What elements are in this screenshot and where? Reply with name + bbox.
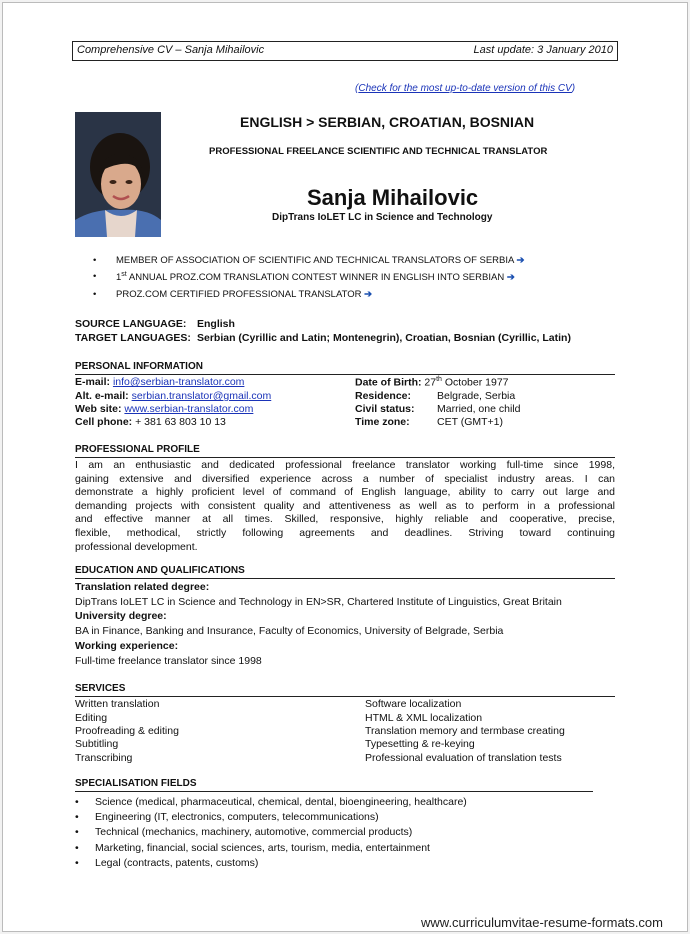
edu-experience-label: Working experience: xyxy=(75,640,179,652)
field-item: • Marketing, financial, social sciences, arts, tourism, media, entertainment xyxy=(75,842,430,854)
service-item: Editing xyxy=(75,712,108,724)
website-row: Web site: www.serbian-translator.com xyxy=(75,403,254,415)
divider xyxy=(75,374,615,375)
profile-paragraph: I am an enthusiastic and dedicated professional freelance translator working full-time since 1998, gaining extensive and diversified experience across a number of specialist industry areas. I can demonstrate a highly proficient level of command of English language, ability to carry out large and demanding projects with consistent quality and attentiveness as well as to perform in a professional and effective manner at all times. Skilled, responsive, highly reliable and cooperative, precise, flexible, methodical, strictly following agreements and deadlines. Striving toward continuing professional development. xyxy=(75,459,615,553)
edu-university-label: University degree: xyxy=(75,610,167,622)
header-right: Last update: 3 January 2010 xyxy=(473,44,613,56)
divider xyxy=(75,578,615,579)
header-box xyxy=(72,41,618,61)
phone-row: Cell phone: + 381 63 803 10 13 xyxy=(75,416,226,428)
field-item: • Engineering (IT, electronics, computers, telecommunications) xyxy=(75,811,379,823)
service-item: Typesetting & re-keying xyxy=(365,738,475,750)
bullet-icon: • xyxy=(93,255,97,266)
email-link[interactable]: info@serbian-translator.com xyxy=(112,376,245,388)
section-heading-profile: PROFESSIONAL PROFILE xyxy=(75,444,200,455)
service-item: Professional evaluation of translation tests xyxy=(365,752,562,764)
civil-status-row: Civil status: xyxy=(355,403,415,415)
residence-value: Belgrade, Serbia xyxy=(437,390,516,402)
divider xyxy=(75,696,615,697)
service-item: Proofreading & editing xyxy=(75,725,179,737)
highlight-item: • PROZ.COM CERTIFIED PROFESSIONAL TRANSLATOR ➔ xyxy=(93,289,373,300)
service-item: Written translation xyxy=(75,698,160,710)
candidate-name: Sanja Mihailovic xyxy=(307,185,479,210)
bullet-icon: • xyxy=(93,289,97,300)
divider xyxy=(75,457,615,458)
dob-row: Date of Birth: 27th October 1977 xyxy=(355,376,509,389)
edu-experience-value: Full-time freelance translator since 1998 xyxy=(75,655,262,667)
portrait-image xyxy=(75,112,161,237)
arrow-right-icon[interactable]: ➔ xyxy=(506,272,515,284)
field-item: • Technical (mechanics, machinery, automotive, commercial products) xyxy=(75,826,413,838)
bullet-icon: • xyxy=(75,842,79,854)
source-language-label: SOURCE LANGUAGE: xyxy=(75,318,187,330)
service-item: Translation memory and termbase creating xyxy=(365,725,565,737)
title-languages: ENGLISH > SERBIAN, CROATIAN, BOSNIAN xyxy=(240,114,535,130)
edu-university-value: BA in Finance, Banking and Insurance, Faculty of Economics, University of Belgrade, Serbia xyxy=(75,625,504,637)
section-heading-services: SERVICES xyxy=(75,683,126,694)
alt-email-row: Alt. e-mail: serbian.translator@gmail.com xyxy=(75,390,272,402)
bullet-icon: • xyxy=(75,857,79,869)
edu-translation-label: Translation related degree: xyxy=(75,581,210,593)
check-latest-text[interactable]: Check for the most up-to-date version of this CV xyxy=(358,83,572,94)
header-left: Comprehensive CV – Sanja Mihailovic xyxy=(77,44,265,56)
qualification-subtitle: DipTrans IoLET LC in Science and Technology xyxy=(272,212,493,223)
time-zone-row: Time zone: xyxy=(355,416,410,428)
section-heading-education: EDUCATION AND QUALIFICATIONS xyxy=(75,565,245,576)
email-row: E-mail: info@serbian-translator.com xyxy=(75,376,245,388)
section-heading-fields: SPECIALISATION FIELDS xyxy=(75,778,197,789)
divider xyxy=(75,791,593,792)
title-role: PROFESSIONAL FREELANCE SCIENTIFIC AND TECHNICAL TRANSLATOR xyxy=(209,146,548,157)
field-item: • Legal (contracts, patents, customs) xyxy=(75,857,259,869)
field-item: • Science (medical, pharmaceutical, chemical, dental, bioengineering, healthcare) xyxy=(75,796,467,808)
civil-status-value: Married, one child xyxy=(437,403,521,415)
bullet-icon: • xyxy=(93,271,97,282)
check-latest-link[interactable]: (Check for the most up-to-date version of this CV) xyxy=(355,83,576,94)
profile-photo xyxy=(75,112,161,237)
service-item: Subtitling xyxy=(75,738,119,750)
highlight-item: • 1st ANNUAL PROZ.COM TRANSLATION CONTEST WINNER IN ENGLISH INTO SERBIAN ➔ xyxy=(93,271,515,284)
time-zone-value: CET (GMT+1) xyxy=(437,416,504,428)
section-heading-personal: PERSONAL INFORMATION xyxy=(75,361,203,372)
bullet-icon: • xyxy=(75,826,79,838)
source-language-value: English xyxy=(197,318,235,330)
highlight-item: • MEMBER OF ASSOCIATION OF SCIENTIFIC AND TECHNICAL TRANSLATORS OF SERBIA ➔ xyxy=(93,255,525,266)
arrow-right-icon[interactable]: ➔ xyxy=(364,289,373,300)
alt-email-link[interactable]: serbian.translator@gmail.com xyxy=(131,390,272,402)
edu-translation-value: DipTrans IoLET LC in Science and Technology in EN>SR, Chartered Institute of Linguistics, Great Britain xyxy=(75,596,562,608)
target-languages-value: Serbian (Cyrillic and Latin; Montenegrin), Croatian, Bosnian (Cyrillic, Latin) xyxy=(197,332,571,344)
bullet-icon: • xyxy=(75,811,79,823)
residence-row: Residence: xyxy=(355,390,412,402)
footer-watermark: www.curriculumvitae-resume-formats.com xyxy=(421,915,663,930)
target-languages-label: TARGET LANGUAGES: xyxy=(75,332,191,344)
service-item: Software localization xyxy=(365,698,462,710)
service-item: HTML & XML localization xyxy=(365,712,483,724)
service-item: Transcribing xyxy=(75,752,133,764)
bullet-icon: • xyxy=(75,796,79,808)
arrow-right-icon[interactable]: ➔ xyxy=(516,255,525,266)
website-link[interactable]: www.serbian-translator.com xyxy=(124,403,254,415)
